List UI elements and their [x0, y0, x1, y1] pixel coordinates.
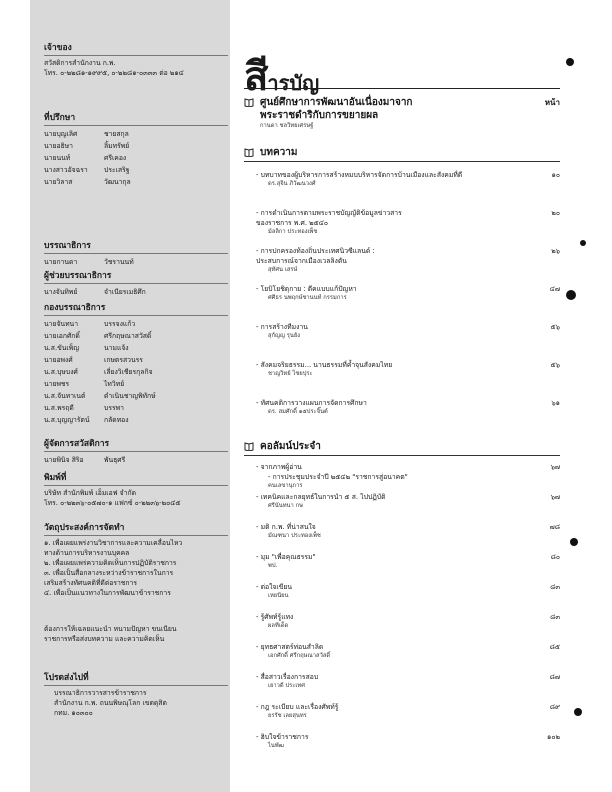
staff-first-name: นางจันทิพย์: [44, 288, 78, 296]
entry-title: - บทบาทของผู้บริหารการสร้างหมบบริหารจัดการบ้านเมืองและสังคมที่ดี: [256, 171, 463, 179]
entry-author: เหยนียน: [268, 593, 289, 599]
staff-first-name: นายกานดา: [44, 258, 78, 266]
objective-line: ๔. เพื่อเป็นแนวทางในการพัฒนาข้าราชการ: [44, 589, 171, 597]
entry-author: ศรีนันทนา กษ: [268, 503, 303, 509]
staff-row: [44, 176, 228, 188]
advisors-heading: ที่ปรึกษา: [44, 110, 228, 126]
toc-entry: [256, 732, 560, 751]
entry-page: ๕๖: [550, 361, 560, 369]
staff-last-name: ประเสริฐ: [104, 166, 130, 174]
toc-entry: [256, 552, 560, 571]
staff-row: [44, 342, 228, 354]
book-icon: [244, 441, 254, 451]
staff-last-name: กลัดทอง: [104, 416, 129, 424]
staff-row: [44, 286, 228, 298]
staff-row: [44, 402, 228, 414]
scan-speck: [574, 708, 582, 716]
entry-title: - สังคมจริยธรรม... นานธรรมที่ค้ำจุนสังคมไทย: [256, 361, 393, 369]
objectives-block: [44, 520, 228, 598]
staff-row: [44, 366, 228, 378]
entry-title: - กฎ ระเบียบ และเรื่องศัพท์รู้: [256, 703, 339, 711]
entry-title: - มุม "เพื่อคุณธรรม": [256, 553, 316, 561]
staff-last-name: บรรจงแก้ว: [104, 320, 136, 328]
toc-entry: [256, 398, 560, 417]
toc-entry: [256, 284, 560, 303]
scan-speck: [570, 538, 578, 546]
toc-entry: [256, 246, 560, 275]
top-entry-title: ศูนย์ศึกษาการพัฒนาอันเนื่องมาจาก: [260, 97, 413, 108]
staff-last-name: พันธุศรี: [104, 456, 126, 464]
staff-last-name: บรรพา: [104, 404, 124, 412]
entry-page: ๖๗: [550, 463, 560, 471]
entry-title-cont: ของราชการ พ.ศ. ๒๕๔๐: [256, 219, 329, 227]
printer-line: บริษัท สำนักพิมพ์ เอ็มเอฟ จำกัด: [44, 489, 137, 497]
staff-last-name: ลิ้มทรัพย์: [104, 142, 130, 150]
entry-title: - การดำเนินการตามพระราชบัญญัติข้อมูลข่าวสาร: [256, 209, 402, 217]
entry-author: ยรรัช เลยสุนทร: [268, 713, 307, 719]
top-entry-title-2: พระราชดำริกับการขยายผล: [260, 110, 379, 121]
entry-author: คนเลขานุการ: [268, 483, 303, 489]
entry-author: ศศิธร นพฤกษ์ชานนท์ กรรมการ: [268, 295, 347, 301]
staff-first-name: นายบุญเลิศ: [44, 130, 78, 138]
sidebar: [30, 0, 230, 792]
toc-entry: [256, 170, 560, 189]
entry-page: ๗๘: [549, 523, 560, 531]
staff-last-name: จำเนียรเมธิศึก: [104, 288, 146, 296]
articles-section: [244, 146, 560, 162]
entry-author: เยาวดี ประเทศ: [268, 683, 305, 689]
toc-entry: [256, 462, 560, 491]
entry-title: - การปกครองท้องถิ่นประเทศนิวซีแลนด์ :: [256, 247, 375, 255]
objective-line: ๒. เพื่อเผยแพร่ความคิดเห็นการปฏิบัติราชการ: [44, 559, 177, 567]
owner-line: สวัสดิการสำนักงาน ก.พ.: [44, 59, 116, 67]
staff-first-name: นายพินิจ สิริอ: [44, 456, 84, 464]
book-icon: [244, 97, 254, 107]
manager-block: [44, 436, 228, 466]
staff-row: [44, 354, 228, 366]
staff-first-name: นายเอกศักดิ์: [44, 332, 80, 340]
objective-line: เสริมสร้างทัศนคติที่ดีต่อราชการ: [44, 579, 137, 587]
staff-last-name: วัชรานนท์: [104, 258, 134, 266]
entry-title: - ฮิบใจข้าราชการ: [256, 733, 309, 741]
entry-page: ๑๐๒: [547, 733, 560, 741]
columns-heading: คอลัมน์ประจำ: [260, 441, 321, 452]
advisors-block: [44, 110, 228, 188]
staff-first-name: นายจันทนา: [44, 320, 79, 328]
staff-row: [44, 330, 228, 342]
toc-entry: [256, 612, 560, 631]
entry-page: ๖๑: [551, 399, 560, 407]
staff-last-name: ดำเนินชาญพิทักษ์: [104, 392, 156, 400]
toc-entry: [256, 208, 560, 237]
entry-title-cont: ประสบการณ์จากเมืองเวลลิงตัน: [256, 257, 347, 265]
entry-title: - รู้ศัพท์รู้แทง: [256, 613, 294, 621]
owner-heading: เจ้าของ: [44, 40, 228, 56]
staff-last-name: ศรีเคอง: [104, 154, 127, 162]
entry-page: ๖๗: [550, 493, 560, 501]
owner-phone: โทร. ๐-๒๒๘๑-๑๙๙๕, ๐-๒๒๘๑-๐๓๓๓ ต่อ ๒๑๔: [44, 69, 184, 77]
entry-page: ๘๙: [549, 703, 560, 711]
scan-speck: [580, 240, 586, 246]
staff-row: [44, 318, 228, 330]
title-rest: ารบัญ: [267, 71, 320, 95]
entry-author: ผลทีเด็ด: [268, 623, 289, 629]
title-divider: [244, 88, 560, 89]
scan-speck: [566, 58, 574, 66]
staff-first-name: นายอพงศ์: [44, 356, 73, 364]
entry-author: สุทัศน เสรษ์: [268, 267, 298, 273]
staff-last-name: เกษตรสวนรร: [104, 356, 143, 364]
editorial-list: [44, 318, 228, 426]
book-icon: [244, 147, 254, 157]
editorial-block: [44, 300, 228, 426]
staff-first-name: น.ส.จันทาเนต์: [44, 392, 86, 400]
toc-entry: [256, 642, 560, 661]
mail-heading: โปรดส่งไปที่: [44, 670, 228, 686]
mail-block: [44, 670, 228, 718]
entry-author: ไนพัฒ: [268, 743, 284, 749]
editorial-heading: กองบรรณาธิการ: [44, 300, 228, 316]
entry-author: ชาญวิทย์ ไชยปุระ: [268, 371, 313, 377]
mail-line: บรรณาธิการวารสารข้าราชการ: [54, 689, 147, 697]
staff-first-name: น.ส.บุษบงศ์: [44, 368, 78, 376]
entry-title: - ทัศนคติการวางแผนการจัดการศึกษา: [256, 399, 367, 407]
owner-block: [44, 40, 228, 78]
staff-row: [44, 454, 228, 466]
entry-page: ๑๐: [551, 171, 560, 179]
objectives-list: [44, 538, 228, 598]
toc-entry: [256, 360, 560, 379]
page-column-header: หน้า: [544, 98, 560, 107]
staff-first-name: นายนนท์: [44, 154, 71, 162]
director-list: [44, 256, 228, 268]
staff-first-name: นายอธิษา: [44, 142, 73, 150]
manager-list: [44, 454, 228, 466]
objective-line: ทางด้านการบริหารงานบุคคล: [44, 549, 130, 557]
manager-heading: ผู้จัดการสวัสดิการ: [44, 436, 228, 452]
objective-line: ๓. เพื่อเป็นสื่อกลางระหว่างข้าราชการในการ: [44, 569, 174, 577]
entry-title: - จากภาพผู้อ่าน: [256, 463, 302, 471]
entry-page: ๕๖: [550, 323, 560, 331]
director-heading: บรรณาธิการ: [44, 238, 228, 254]
articles-heading: บทความ: [260, 147, 298, 158]
asst-block: [44, 268, 228, 298]
staff-first-name: นายวิลาส: [44, 178, 73, 186]
objectives-heading: วัตถุประสงค์การจัดทำ: [44, 520, 228, 536]
asst-list: [44, 286, 228, 298]
staff-last-name: ไทวิทย์: [104, 380, 125, 388]
entry-title: - ยุทธศาสตร์ท่อนสำลิด: [256, 643, 324, 651]
staff-first-name: นางสาวอัจฉรา: [44, 166, 88, 174]
notice-block: [44, 624, 228, 644]
entry-author: ดร. สมศักดิ์ ๑๕ประจิ๊นต์: [268, 409, 328, 415]
toc-entry: [256, 582, 560, 601]
staff-first-name: น.ส.ขันเพ็ญ: [44, 344, 80, 352]
entry-page: ๘๗: [549, 673, 560, 681]
entry-title: - สื่อสาวเรื่องการสอบ: [256, 673, 319, 681]
staff-row: [44, 140, 228, 152]
staff-last-name: ชายสกุล: [104, 130, 129, 138]
top-entry-author: กานดา ชลวิทยเศรษฐ์: [260, 123, 314, 129]
entry-title: - การสร้างทีมงาน: [256, 323, 308, 331]
printer-phone: โทร. ๐-๒๒๓๖-๐๕๗๐-๑ แฟกซ์ ๐-๒๒๓๖-๒๐๔๕: [44, 499, 181, 507]
entry-page: ๔๗: [549, 285, 560, 293]
toc-entry: [256, 492, 560, 511]
entry-author: ดร.สุจิน ภิวัฒนวงศ์: [268, 181, 316, 187]
columns-section: [244, 440, 560, 456]
entry-author: ม้ลลิกา ประทองเพ็ช: [268, 229, 318, 235]
staff-first-name: น.ส.บุญญารัตน์: [44, 416, 90, 424]
staff-first-name: นายพชร: [44, 380, 70, 388]
staff-row: [44, 390, 228, 402]
asst-heading: ผู้ช่วยบรรณาธิการ: [44, 268, 228, 284]
entry-page: ๘๓: [550, 613, 560, 621]
entry-title: - เทคนิคและกลยุทธ์ในการนำ ๕ ส. ไปปฏิบัติ: [256, 493, 386, 501]
printer-block: [44, 470, 228, 508]
entry-title: - ต่อใจเขียน: [256, 583, 293, 591]
entry-title: - โยบิโยชิดุกาย : ตีคแบบแก้ปัญหา: [256, 285, 357, 293]
toc-entry: [256, 672, 560, 691]
objective-line: ๑. เพื่อเผยแพร่งานวิชาการและความเคลื่อนไหว: [44, 539, 183, 547]
staff-row: [44, 128, 228, 140]
entry-title: - มติ ก.พ. ที่น่าสนใจ: [256, 523, 316, 531]
top-entry: [244, 96, 560, 131]
notice-line: ต้องการให้เฉลยแนะนำ หนามปัญหา ขนเนียน: [44, 625, 177, 633]
toc-entry: [256, 322, 560, 341]
mail-line: สำนักงาน ก.พ. ถนนพิษณุโลก เขตดุสิต: [54, 699, 167, 707]
staff-first-name: น.ส.พรฤดี: [44, 404, 74, 412]
entry-page: ๘๐: [550, 553, 560, 561]
scan-speck: [566, 290, 576, 300]
mail-line: กทม. ๑๐๓๐๐: [54, 709, 93, 717]
staff-row: [44, 378, 228, 390]
notice-line: ราชการหรือส่งบทความ และความคิดเห็น: [44, 635, 165, 643]
entry-author: เอกศักดิ์ ศรีกฤษณาสวัสดิ์: [268, 653, 331, 659]
staff-row: [44, 256, 228, 268]
entry-author: พป.: [268, 563, 278, 569]
entry-page: ๘๕: [549, 643, 560, 651]
staff-last-name: นามแจ้ง: [104, 344, 129, 352]
staff-row: [44, 164, 228, 176]
entry-title-cont: - การประชุมประจำปี ๒๕๔๒ "ราชการสู่อนาคต": [268, 473, 408, 481]
title-initial: สี: [244, 54, 268, 100]
entry-page: ๒๐: [551, 209, 560, 217]
staff-last-name: เลี่ยงวิเชียรกุลกิจ: [104, 368, 153, 376]
toc-entry: [256, 522, 560, 541]
staff-row: [44, 152, 228, 164]
staff-row: [44, 414, 228, 426]
toc-entry: [256, 702, 560, 721]
entry-page: ๘๓: [550, 583, 560, 591]
staff-last-name: ศรีกฤษณาสวัสดิ์: [104, 332, 152, 340]
advisors-list: [44, 128, 228, 188]
entry-page: ๒๖: [551, 247, 560, 255]
staff-last-name: วัฒนากุล: [104, 178, 131, 186]
printer-heading: พิมพ์ที่: [44, 470, 228, 486]
entry-author: มัณฑนา ประทองเพ็ช: [268, 533, 321, 539]
entry-author: สุกัญญ รุนยัง: [268, 333, 301, 339]
director-block: [44, 238, 228, 268]
